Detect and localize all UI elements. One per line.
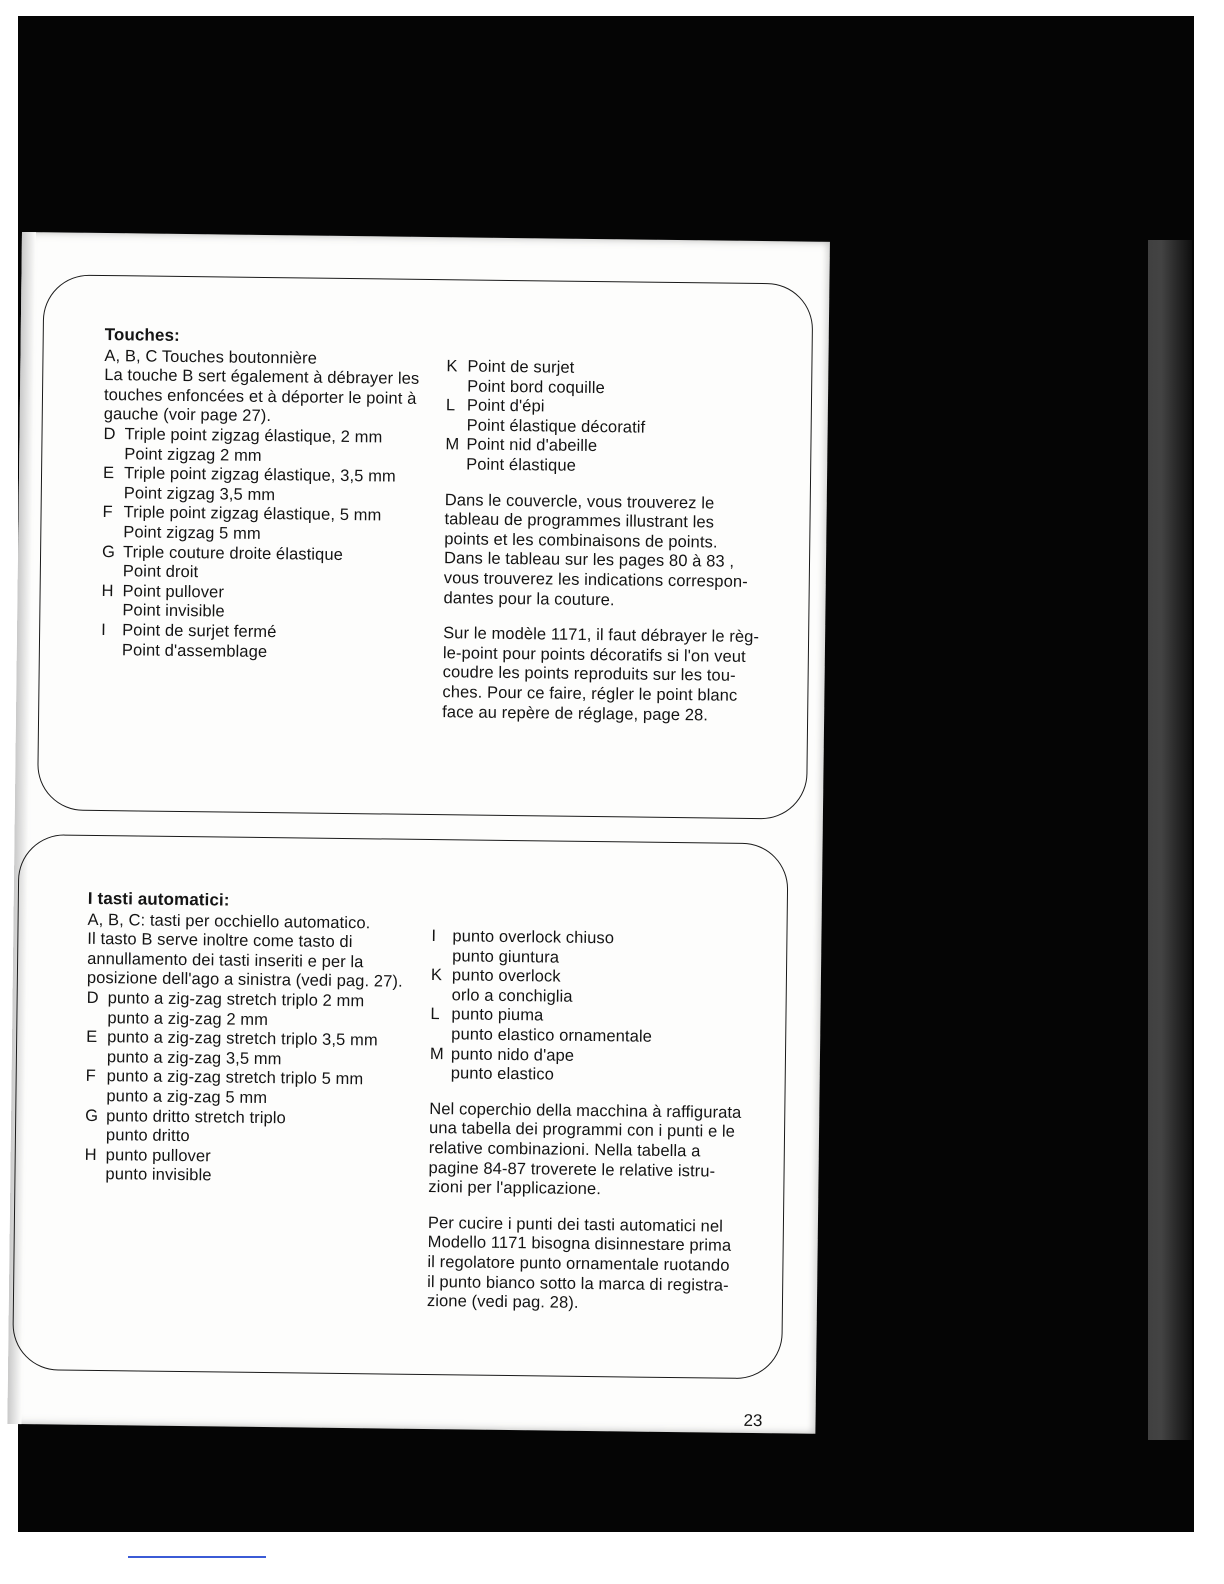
paragraph-line: zione (vedi pag. 28). <box>426 1292 579 1312</box>
item-key: K <box>430 966 443 985</box>
item-text: A, B, C Touches boutonnière <box>104 346 318 368</box>
item-text: punto a zig-zag stretch triplo 5 mm <box>106 1067 364 1089</box>
item-text: punto overlock chiuso <box>452 927 615 948</box>
item-key: G <box>101 542 116 561</box>
item-key: H <box>101 581 114 600</box>
item-text: punto nido d'ape <box>450 1044 575 1065</box>
item-text: punto a zig-zag stretch triplo 3,5 mm <box>107 1028 378 1050</box>
item-key: M <box>445 435 460 454</box>
item-text: La touche B sert également à débrayer les <box>104 366 420 389</box>
paragraph-line: il punto bianco sotto la marca di registra- <box>427 1272 729 1295</box>
item-text: Point nid d'abeille <box>466 435 598 456</box>
item-text: annullamento dei tasti inseriti e per la <box>87 949 364 972</box>
item-key: K <box>446 357 458 376</box>
italian-right-list <box>430 927 772 1088</box>
paragraph-line: dantes pour la couture. <box>443 588 615 609</box>
paragraph-line: vous trouverez les indications correspon- <box>443 569 748 591</box>
french-paragraph-2 <box>442 624 773 726</box>
item-text: Il tasto B serve inoltre come tasto di <box>87 930 353 952</box>
item-text: A, B, C: tasti per occhiello automatico. <box>87 910 371 932</box>
item-text: punto a zig-zag 3,5 mm <box>106 1047 282 1068</box>
french-right-column <box>442 357 776 726</box>
item-text: Point pullover <box>122 581 225 602</box>
paragraph-line: face au repère de réglage, page 28. <box>442 702 709 724</box>
item-text: orlo a conchiglia <box>451 986 573 1006</box>
italian-paragraph-2 <box>427 1214 768 1316</box>
item-text: Point de surjet <box>467 357 575 377</box>
item-text: Point d'assemblage <box>121 640 268 661</box>
item-text: Triple point zigzag élastique, 3,5 mm <box>123 464 396 486</box>
item-text: punto dritto <box>105 1126 190 1146</box>
item-key: D <box>86 988 99 1007</box>
item-text: Point droit <box>122 562 199 582</box>
item-text: Point d'épi <box>466 396 545 416</box>
item-text: punto piuma <box>451 1005 544 1025</box>
italian-left-column <box>84 889 428 1189</box>
paragraph-line: relative combinazioni. Nella tabella a <box>428 1138 701 1161</box>
paragraph-line: Dans le tableau sur les pages 80 à 83 , <box>443 549 735 572</box>
item-key: L <box>430 1005 440 1024</box>
item-key: H <box>84 1145 97 1164</box>
paragraph-line: coudre les points reproduits sur les tou- <box>442 663 736 686</box>
item-key: I <box>101 620 106 639</box>
paragraph-line: Per cucire i punti dei tasti automatici nel <box>427 1213 724 1236</box>
paragraph-line: pagine 84-87 troverete le relative istru- <box>428 1158 716 1181</box>
item-text: Triple point zigzag élastique, 5 mm <box>123 503 382 525</box>
italian-right-column <box>427 927 772 1316</box>
item-text: punto dritto stretch triplo <box>106 1106 287 1127</box>
list-item <box>430 1064 770 1088</box>
item-key: G <box>85 1106 99 1125</box>
item-key: M <box>429 1044 444 1063</box>
item-text: punto a zig-zag 5 mm <box>106 1087 268 1107</box>
item-key: I <box>431 927 437 946</box>
french-right-list <box>445 357 776 479</box>
item-text: Point élastique <box>466 455 577 475</box>
list-item <box>84 1165 424 1189</box>
italian-paragraph-1 <box>428 1100 769 1202</box>
item-key: E <box>102 464 115 483</box>
item-key: E <box>86 1028 98 1047</box>
italian-left-list <box>84 910 427 1188</box>
paragraph-line: tableau de programmes illustrant les <box>444 510 715 532</box>
paragraph-line: ches. Pour ce faire, régler le point blanc <box>442 683 738 705</box>
bottom-accent-line <box>128 1556 266 1558</box>
item-text: punto overlock <box>451 966 561 986</box>
paragraph-line: Dans le couvercle, vous trouverez le <box>444 490 715 513</box>
paragraph-line: Sur le modèle 1171, il faut débrayer le règ- <box>443 624 760 647</box>
paragraph-line: points et les combinaisons de points. <box>444 529 718 552</box>
italian-heading: I tasti automatici: <box>87 888 230 910</box>
paragraph-line: Nel coperchio della macchina à raffigurata <box>429 1099 742 1122</box>
item-text: touches enfoncées et à déporter le point à <box>103 385 417 408</box>
french-left-column <box>101 325 435 664</box>
item-text: punto elastico ornamentale <box>451 1025 653 1046</box>
french-left-list <box>101 347 435 665</box>
page-edge-shadow <box>1148 240 1192 1440</box>
paragraph-line: una tabella dei programmi con i punti e le <box>428 1119 736 1142</box>
item-text: Point bord coquille <box>467 377 605 397</box>
paragraph-line: le-point pour points décoratifs si l'on veut <box>442 643 746 666</box>
item-key: L <box>445 396 456 415</box>
item-text: Point invisible <box>122 601 225 621</box>
item-text: punto invisible <box>105 1165 212 1185</box>
item-text: Triple point zigzag élastique, 2 mm <box>124 425 383 447</box>
item-text: Point de surjet fermé <box>122 621 277 642</box>
list-item <box>101 640 431 664</box>
item-text: Point zigzag 2 mm <box>124 444 262 465</box>
paragraph-line: zioni per l'applicazione. <box>428 1178 602 1199</box>
paragraph-line: il regolatore punto ornamentale ruotando <box>427 1252 730 1275</box>
item-text: punto pullover <box>105 1145 211 1166</box>
item-text: punto giuntura <box>452 946 560 967</box>
item-key: D <box>103 424 116 444</box>
paragraph-line: Modello 1171 bisogna disinnestare prima <box>427 1233 732 1256</box>
item-text: posizione dell'ago a sinistra (vedi pag. 27). <box>86 969 403 992</box>
page-number: 23 <box>743 1410 763 1431</box>
item-text: Point zigzag 3,5 mm <box>123 484 276 504</box>
french-paragraph-1 <box>443 491 774 613</box>
item-text: Triple couture droite élastique <box>122 542 344 564</box>
item-text: Point élastique décoratif <box>466 416 646 437</box>
item-text: punto a zig-zag stretch triplo 2 mm <box>107 989 365 1011</box>
item-key: F <box>85 1067 96 1086</box>
item-text: punto elastico <box>450 1064 555 1084</box>
item-text: punto a zig-zag 2 mm <box>107 1008 269 1029</box>
list-item <box>445 455 775 479</box>
item-text: gauche (voir page 27). <box>103 405 272 426</box>
manual-page <box>7 232 830 1434</box>
item-text: Point zigzag 5 mm <box>123 523 261 543</box>
item-key: F <box>102 503 113 522</box>
french-heading: Touches: <box>104 325 180 345</box>
